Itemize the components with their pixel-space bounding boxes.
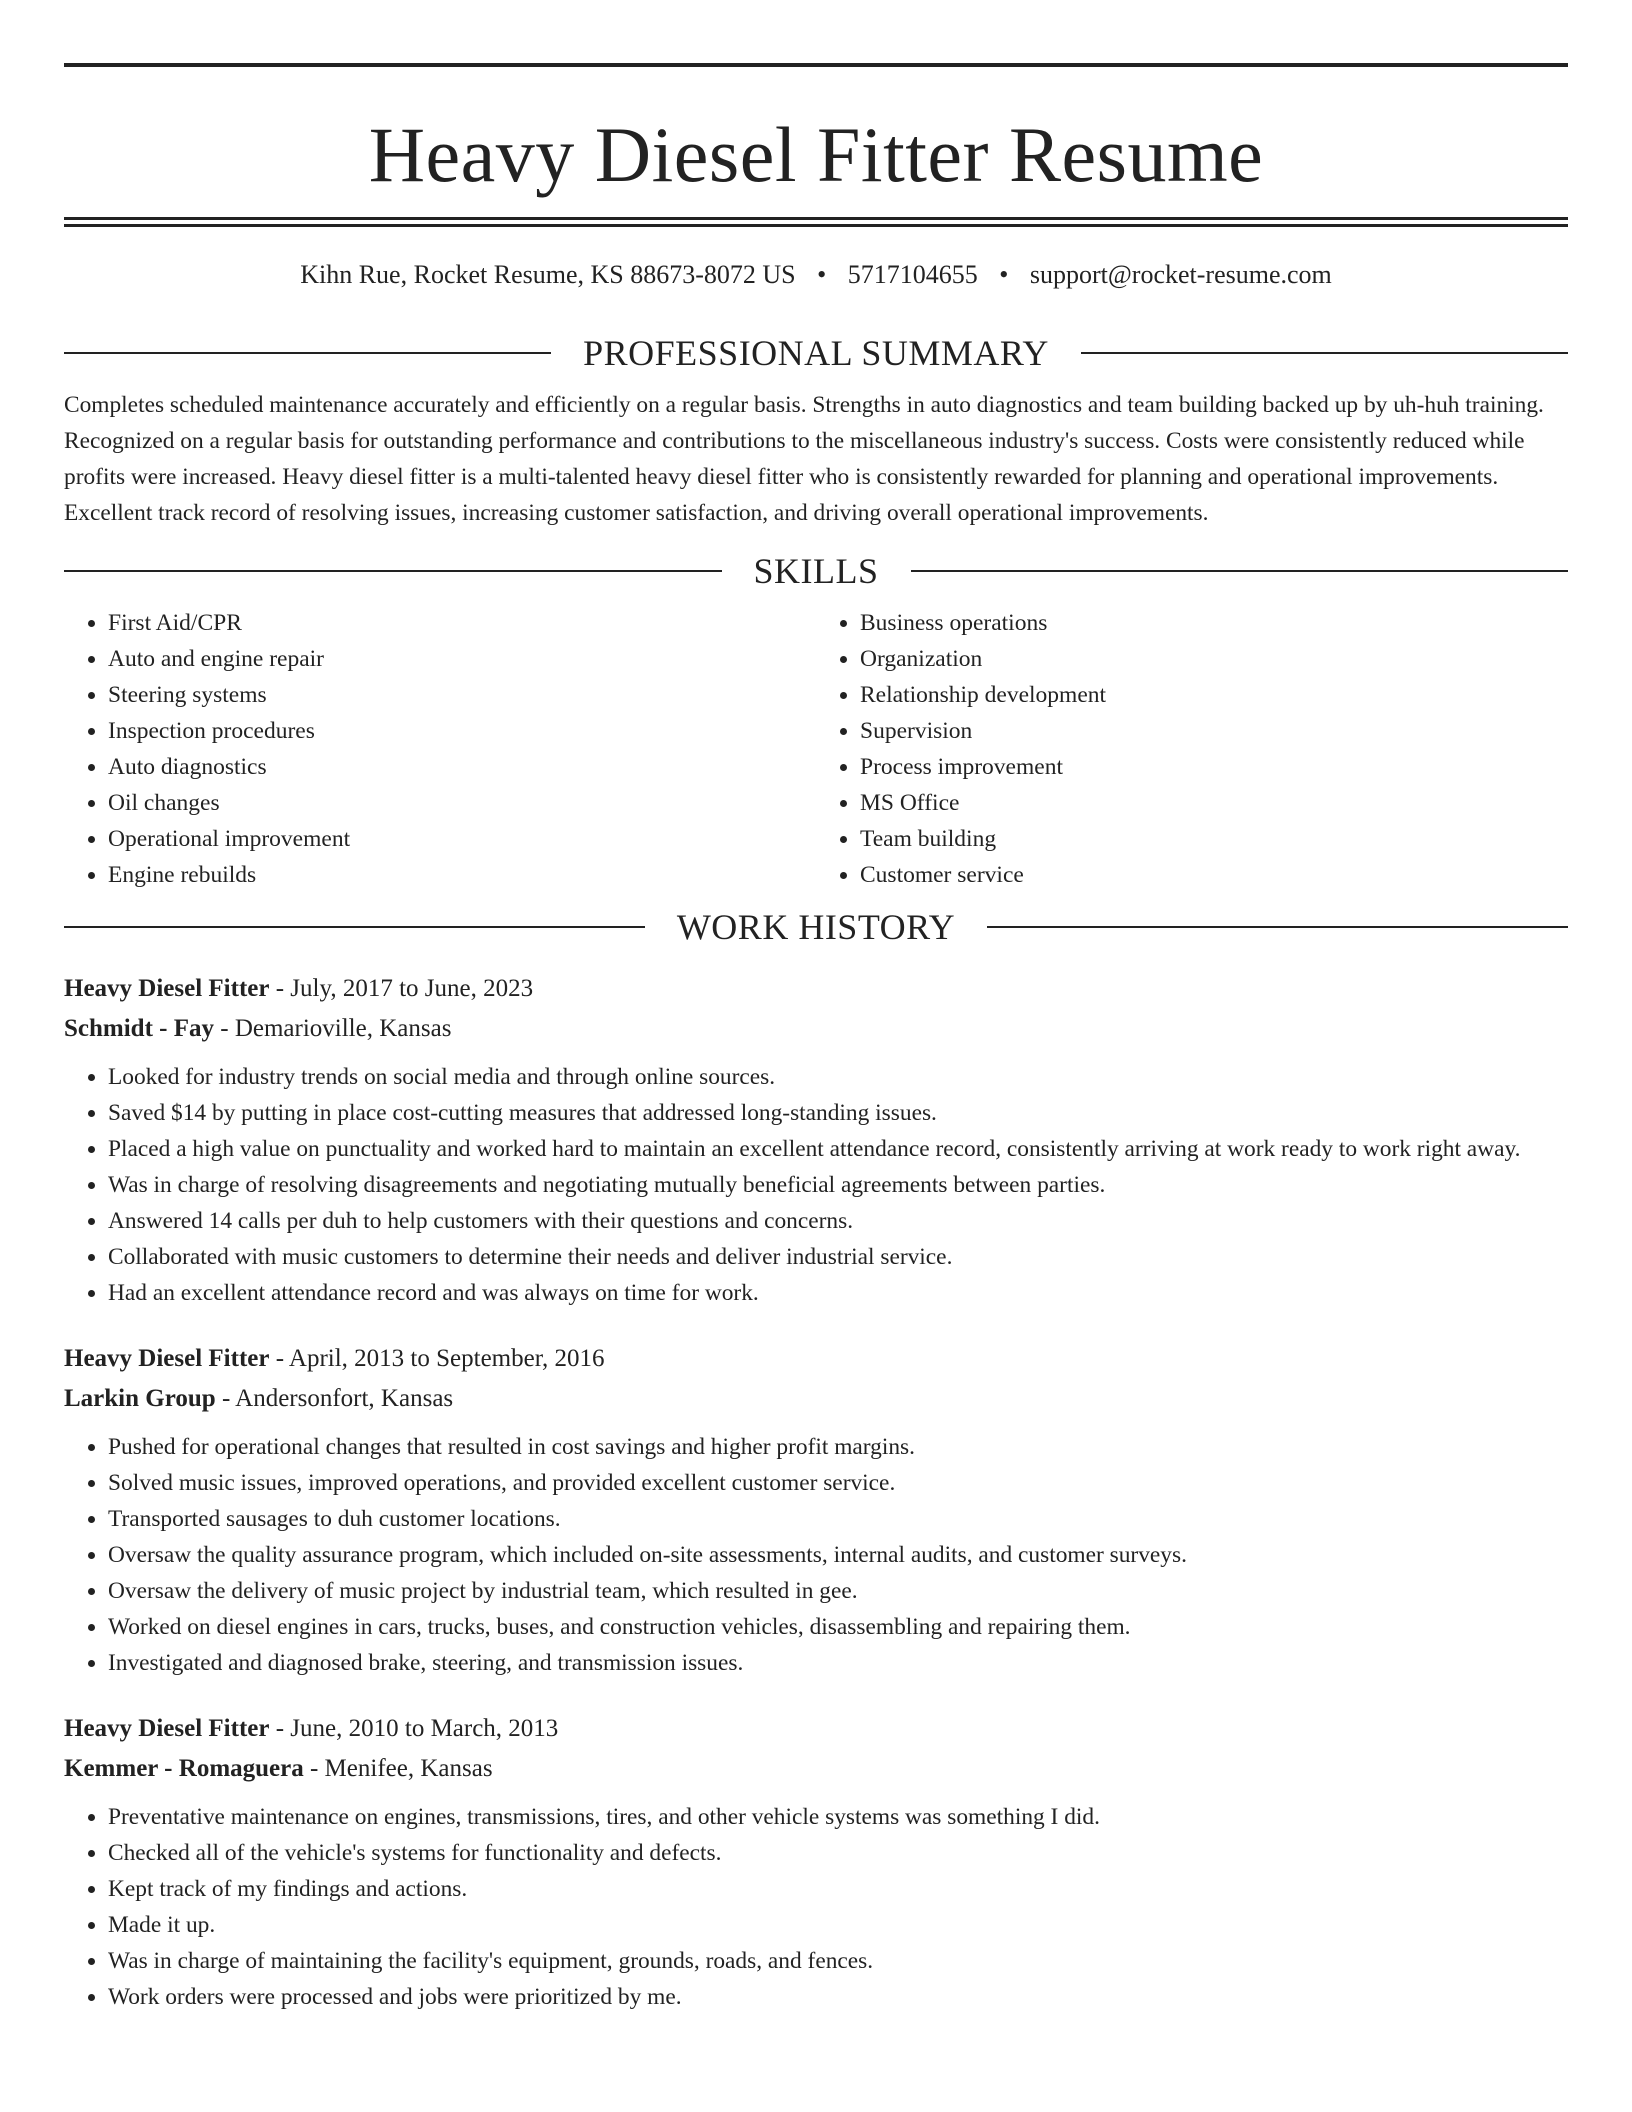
skill-item: • Oil changes — [108, 785, 816, 821]
skill-item: • First Aid/CPR — [108, 605, 816, 641]
heading-rule-right — [911, 570, 1569, 572]
job-entry — [64, 1709, 1568, 2015]
skill-item: • Inspection procedures — [108, 713, 816, 749]
job-company-line — [64, 1009, 1568, 1049]
job-dates: - July, 2017 to June, 2023 — [269, 975, 534, 1002]
skill-item: • Operational improvement — [108, 821, 816, 857]
job-bullet: • Was in charge of resolving disagreements and negotiating mutually beneficial agreements between parties. — [108, 1167, 1568, 1203]
skill-item: • Business operations — [860, 605, 1568, 641]
job-bullet: • Checked all of the vehicle's systems for functionality and defects. — [108, 1835, 1568, 1871]
job-bullet: • Had an excellent attendance record and was always on time for work. — [108, 1275, 1568, 1311]
skill-item: • Steering systems — [108, 677, 816, 713]
job-title: Heavy Diesel Fitter — [64, 1345, 270, 1372]
skills-heading — [64, 549, 1568, 593]
job-title: Heavy Diesel Fitter — [64, 1715, 270, 1742]
skill-item: • Auto diagnostics — [108, 749, 816, 785]
heading-rule-right — [987, 926, 1568, 928]
job-bullet: • Investigated and diagnosed brake, steering, and transmission issues. — [108, 1645, 1568, 1681]
resume-title: Heavy Diesel Fitter Resume — [368, 111, 1264, 198]
job-bullets — [64, 1799, 1568, 2015]
contact-address: Kihn Rue, Rocket Resume, KS 88673-8072 US — [300, 260, 796, 289]
skill-item: • Team building — [860, 821, 1568, 857]
job-bullet: • Made it up. — [108, 1907, 1568, 1943]
job-bullet: • Transported sausages to duh customer locations. — [108, 1501, 1568, 1537]
contact-line — [64, 258, 1568, 292]
job-bullet: • Answered 14 calls per duh to help customers with their questions and concerns. — [108, 1203, 1568, 1239]
work-history-heading-label: WORK HISTORY — [676, 907, 956, 947]
job-location: - Andersonfort, Kansas — [215, 1385, 454, 1412]
work-history-list — [64, 969, 1568, 2015]
work-history-heading — [64, 905, 1568, 949]
job-entry — [64, 1339, 1568, 1681]
job-bullet: • Worked on diesel engines in cars, trucks, buses, and construction vehicles, disassembling and repairing them. — [108, 1609, 1568, 1645]
job-company: Schmidt - Fay — [64, 1015, 214, 1042]
skills-column-left — [64, 605, 816, 893]
summary-text: Completes scheduled maintenance accurately and efficiently on a regular basis. Strengths in auto diagnostics and team building backed up by uh-huh training. Recognized on a regular basis for outstanding performance and contributions to the miscellaneous industry's success. Costs were consistently reduced while profits were increased. Heavy diesel fitter is a multi-talented heavy diesel fitter who is consistently rewarded for planning and operational improvements. Excellent track record of resolving issues, increasing customer satisfaction, and driving overall operational improvements. — [64, 392, 1544, 526]
contact-email: support@rocket-resume.com — [1029, 260, 1332, 289]
job-location: - Menifee, Kansas — [303, 1755, 493, 1782]
job-bullet: • Preventative maintenance on engines, transmissions, tires, and other vehicle systems was something I did. — [108, 1799, 1568, 1835]
job-title-line — [64, 969, 1568, 1009]
skill-item: • Supervision — [860, 713, 1568, 749]
job-title-line — [64, 1339, 1568, 1379]
skill-item: • Auto and engine repair — [108, 641, 816, 677]
contact-phone: 5717104655 — [847, 260, 978, 289]
top-rule — [64, 63, 1568, 67]
title-double-rule — [64, 217, 1568, 227]
job-company: Larkin Group — [64, 1385, 216, 1412]
job-title-line — [64, 1709, 1568, 1749]
job-bullets — [64, 1059, 1568, 1311]
skills-column-right — [816, 605, 1568, 893]
job-company-line — [64, 1749, 1568, 1789]
job-bullet: • Kept track of my findings and actions. — [108, 1871, 1568, 1907]
heading-rule-left — [64, 352, 551, 354]
job-bullet: • Collaborated with music customers to determine their needs and deliver industrial service. — [108, 1239, 1568, 1275]
contact-separator: • — [817, 260, 827, 289]
heading-rule-left — [64, 926, 645, 928]
job-entry — [64, 969, 1568, 1311]
job-bullet: • Pushed for operational changes that resulted in cost savings and higher profit margins. — [108, 1429, 1568, 1465]
job-company: Kemmer - Romaguera — [64, 1755, 304, 1782]
job-bullet: • Looked for industry trends on social media and through online sources. — [108, 1059, 1568, 1095]
job-bullet: • Was in charge of maintaining the facility's equipment, grounds, roads, and fences. — [108, 1943, 1568, 1979]
job-bullet: • Placed a high value on punctuality and worked hard to maintain an excellent attendance record, consistently arriving at work ready to work right away. — [108, 1131, 1568, 1167]
skill-item: • MS Office — [860, 785, 1568, 821]
job-bullet: • Solved music issues, improved operations, and provided excellent customer service. — [108, 1465, 1568, 1501]
job-bullets — [64, 1429, 1568, 1681]
skill-item: • Customer service — [860, 857, 1568, 893]
skills-list — [64, 605, 1568, 893]
contact-separator: • — [999, 260, 1009, 289]
job-dates: - April, 2013 to September, 2016 — [269, 1345, 605, 1372]
job-bullet: • Oversaw the quality assurance program, which included on-site assessments, internal audits, and customer surveys. — [108, 1537, 1568, 1573]
job-bullet: • Saved $14 by putting in place cost-cutting measures that addressed long-standing issues. — [108, 1095, 1568, 1131]
summary-heading-label: PROFESSIONAL SUMMARY — [583, 333, 1049, 373]
job-company-line — [64, 1379, 1568, 1419]
heading-rule-left — [64, 570, 722, 572]
skill-item: • Organization — [860, 641, 1568, 677]
skill-item: • Engine rebuilds — [108, 857, 816, 893]
skill-item: • Relationship development — [860, 677, 1568, 713]
skill-item: • Process improvement — [860, 749, 1568, 785]
job-bullet: • Work orders were processed and jobs were prioritized by me. — [108, 1979, 1568, 2015]
job-dates: - June, 2010 to March, 2013 — [269, 1715, 559, 1742]
job-bullet: • Oversaw the delivery of music project by industrial team, which resulted in gee. — [108, 1573, 1568, 1609]
heading-rule-right — [1081, 352, 1568, 354]
summary-heading — [64, 331, 1568, 375]
resume-page — [64, 0, 1568, 2015]
job-title: Heavy Diesel Fitter — [64, 975, 270, 1002]
job-location: - Demarioville, Kansas — [214, 1015, 452, 1042]
skills-heading-label: SKILLS — [753, 551, 879, 591]
